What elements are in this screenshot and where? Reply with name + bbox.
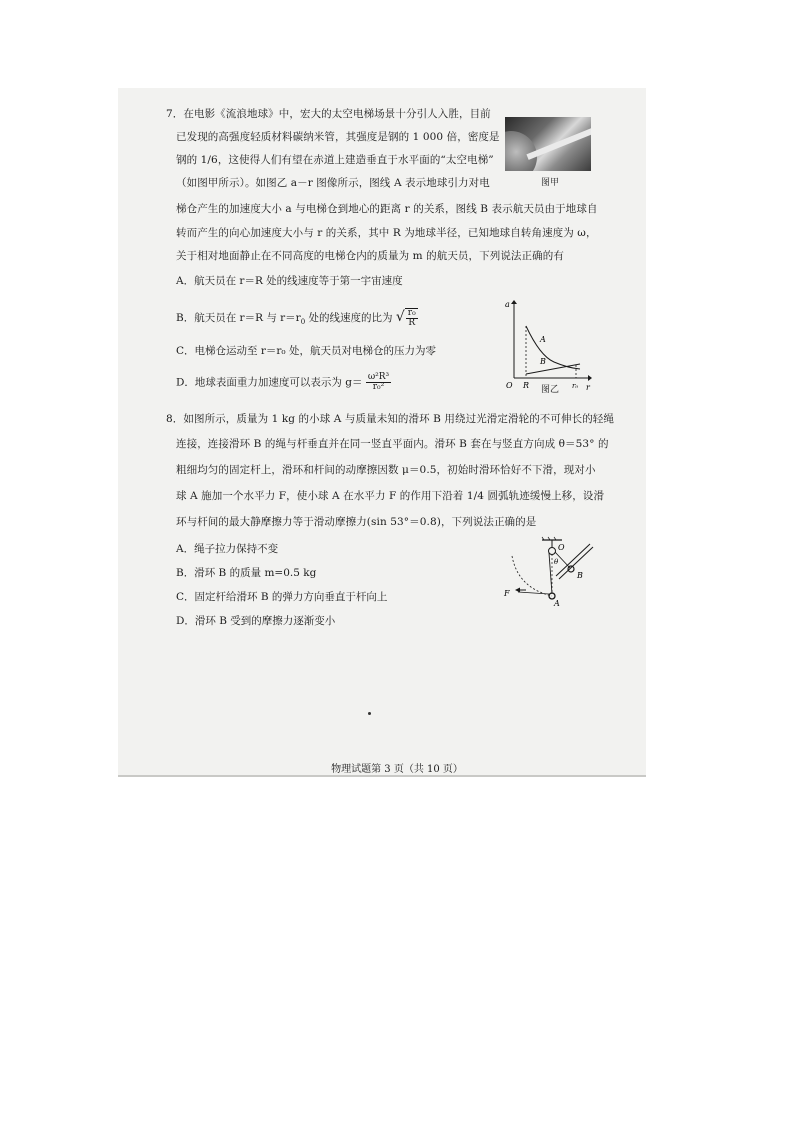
graph-tick-r0: r₀: [572, 382, 579, 390]
frac-b-num: r₀: [407, 308, 416, 318]
q7-option-c: C．电梯仓运动至 r＝r₀ 处，航天员对电梯仓的压力为零: [176, 345, 436, 357]
q8-option-c: C．固定杆给滑环 B 的弹力方向垂直于杆向上: [176, 591, 388, 603]
stray-dot: [368, 712, 371, 715]
curve-a-label: A: [540, 335, 546, 344]
q7-line-7: 关于相对地面静止在不同高度的电梯仓内的质量为 m 的航天员，下列说法正确的有: [176, 250, 564, 262]
fig-label-o: O: [558, 543, 565, 552]
graph-y-label: a: [505, 300, 510, 309]
frac-d-num: ω²R³: [367, 372, 390, 382]
q8-line-5: 环与杆间的最大静摩擦力等于滑动摩擦力(sin 53°＝0.8)，下列说法正确的是: [176, 516, 537, 528]
q7-line-6: 转而产生的向心加速度大小与 r 的关系，其中 R 为地球半径，已知地球自转角速度为 ω，: [176, 227, 597, 239]
q7-line-3: 钢的 1/6，这使得人们有望在赤道上建造垂直于水平面的“太空电梯”: [176, 154, 494, 166]
fig-label-theta: θ: [554, 558, 559, 566]
q8-line-2: 连接，连接滑环 B 的绳与杆垂直并在同一竖直平面内。滑环 B 套在与竖直方向成 θ＝53° 的: [176, 438, 609, 450]
q8-line-3: 粗细均匀的固定杆上，滑环和杆间的动摩擦因数 μ＝0.5，初始时滑环恰好不下滑，现对小: [176, 464, 596, 476]
fig-jia-caption: 图甲: [541, 178, 560, 188]
q7-line-1: 7．在电影《流浪地球》中，宏大的太空电梯场景十分引人入胜，目前: [166, 108, 491, 120]
q7-option-b: B．航天员在 r＝R 与 $r=r_0$ 处的线速度的比为 √ $\frac{\text{r₀}}{R}$: [176, 308, 416, 328]
scan-bottom-edge: [118, 775, 646, 777]
space-elevator-photo: [505, 117, 591, 171]
frac-b-den: R: [408, 318, 416, 328]
fig-label-a: A: [554, 599, 560, 608]
pulley-rod-figure: [498, 536, 594, 608]
q7-line-4: （如图甲所示）。如图乙 a－r 图像所示，图线 A 表示地球引力对电: [176, 177, 490, 189]
q8-option-d: D．滑环 B 受到的摩擦力逐渐变小: [176, 615, 336, 627]
graph-a-r: [500, 298, 592, 394]
graph-origin: O: [506, 381, 513, 390]
graph-tick-r: R: [523, 381, 530, 390]
fig-yi-caption: 图乙: [541, 385, 560, 395]
scanned-page: [118, 88, 646, 776]
curve-b-label: B: [540, 357, 546, 366]
q8-line-4: 球 A 施加一个水平力 F，使小球 A 在水平力 F 的作用下沿着 1/4 圆弧轨迹缓慢上移，设滑: [176, 490, 605, 502]
graph-x-label: r: [586, 383, 590, 392]
page-footer: 物理试题第 3 页（共 10 页）: [331, 764, 463, 775]
q8-line-1: 8．如图所示，质量为 1 kg 的小球 A 与质量未知的滑环 B 用绕过光滑定滑轮的不可伸长的轻绳: [166, 413, 615, 425]
q7-line-5: 梯仓产生的加速度大小 a 与电梯仓到地心的距离 r 的关系，图线 B 表示航天员由于地球自: [176, 203, 598, 215]
fig-label-b: B: [577, 571, 583, 580]
frac-d-den: r₀²: [372, 382, 385, 392]
fig-label-f: F: [504, 589, 510, 598]
q8-option-b: B．滑环 B 的质量 m=0.5 kg: [176, 567, 317, 579]
q7-line-2: 已发现的高强度轻质材料碳纳米管，其强度是钢的 1 000 倍，密度是: [176, 131, 500, 143]
q8-option-a: A．绳子拉力保持不变: [176, 543, 279, 555]
q7-option-a: A．航天员在 r＝R 处的线速度等于第一宇宙速度: [176, 275, 403, 287]
q7-option-d: D．地球表面重力加速度可以表示为 g＝ $\frac{\text{ω²R³}}{\text{r₀²}}$: [176, 372, 390, 392]
